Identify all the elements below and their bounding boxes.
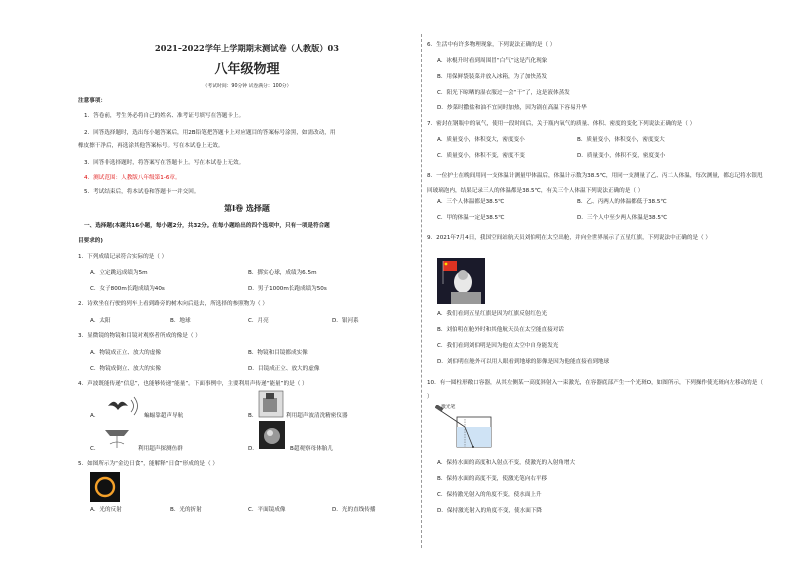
q5-opt-d: D．光的直线传播	[332, 507, 376, 513]
q7-opt-a: A．质量变小，体积变大，密度变小	[437, 137, 525, 143]
note-5: 5．考试结束后，将本试卷和答题卡一并交回。	[84, 189, 200, 195]
q4-opt-d-text: B超观察母体胎儿	[290, 446, 333, 452]
q3-stem: 3．显微镜的物镜和目镜对观察者所成的像是（ ）	[78, 333, 201, 339]
note-2-cont: 橡皮擦干净后，再选涂其他答案标号。写在本试卷上无效。	[78, 143, 224, 149]
note-4: 4．测试范围：人教版八年级第1-6章。	[84, 175, 181, 181]
column-divider	[421, 34, 422, 548]
q4-stem: 4．声波既能传递“信息”，也能够传递“能量”。下面事例中，主要利用声传递“能量”的是（ ）	[78, 381, 308, 387]
q1-opt-c: C．女子800m长跑成绩为40s	[90, 286, 165, 292]
q6-opt-b: B．用保鲜袋装菜并放入冰箱，为了加快蒸发	[437, 74, 548, 80]
q8-opt-c: C．甲的体温一定是38.5℃	[437, 215, 505, 221]
notes-heading: 注意事项：	[78, 98, 106, 104]
q9-opt-c: C．我们看到刘伯明是因为他在太空中自身能发光	[437, 343, 559, 349]
note-2: 2．回答选择题时，选出每小题答案后，用2B铅笔把答题卡上对应题目的答案标号涂黑，如需改动，用	[84, 130, 336, 136]
q4-opt-c-text: 利用超声探测鱼群	[138, 446, 183, 452]
q5-opt-b: B．光的折射	[170, 507, 202, 513]
q4-opt-b-text: 利用超声波清洗精密仪器	[286, 413, 348, 419]
q10-opt-d: D．保持激光射入的角度不变，使水面下降	[437, 508, 542, 514]
q6-stem: 6．生活中有许多物理现象，下列说法正确的是（ ）	[427, 42, 556, 48]
q7-opt-c: C．质量变小，体积不变，密度不变	[437, 153, 525, 159]
q4-opt-c: C．	[90, 446, 100, 452]
q5-opt-a: A．光的反射	[90, 507, 122, 513]
subject-title: 八年级物理	[214, 62, 280, 77]
astronaut-flag-image	[437, 258, 485, 304]
fish-finder-icon	[102, 420, 132, 450]
q1-stem: 1．下列成绩记录符合实际的是（ ）	[78, 254, 168, 260]
q8-opt-d: D．三个人中至少两人体温是38.5℃	[577, 215, 668, 221]
q10-opt-b: B．保持水面的高度不变，使激光笔向右平移	[437, 476, 548, 482]
q2-opt-c: C．月亮	[248, 318, 269, 324]
q5-stem: 5．如图所示为“金边日食”，能解释“日食”形成的是（ ）	[78, 461, 218, 467]
q8-opt-a: A．三个人体温都是38.5℃	[437, 199, 505, 205]
solar-eclipse-image	[90, 472, 120, 502]
q2-stem: 2．诗欢坐在行驶的列车上看到路旁的树木向后退去，所选择的参照物为（ ）	[78, 301, 268, 307]
q10-opt-a: A．保持水面的高度和入射点不变，使激光的入射角增大	[437, 460, 576, 466]
q2-opt-b: B．地球	[170, 318, 191, 324]
section-title: 第Ⅰ卷 选择题	[224, 204, 270, 213]
q10-stem: 10．有一圆柱形敞口容器，从其左侧某一高度斜射入一束激光，在容器底部产生一个光斑O，如图所示，下列操作使光斑向左移动的是（ ）	[427, 380, 763, 400]
q10-opt-c: C．保持激光射入的角度不变，使水面上升	[437, 492, 542, 498]
note-3: 3．回答非选择题时，将答案写在答题卡上。写在本试卷上无效。	[84, 160, 245, 166]
q9-opt-b: B．刘伯明在舱外时和其他航天员在太空能直接对话	[437, 327, 564, 333]
q6-opt-d: D．炒菜时撒盐和油不宜同时加热，因为锅在高温下容易升华	[437, 105, 587, 111]
q2-opt-d: D．银河系	[332, 318, 359, 324]
q9-opt-d: D．刘伯明在舱外可以用人眼看到地球的影像是因为他能直接看到地球	[437, 359, 610, 365]
q3-opt-a: A．物镜成正立、放大的虚像	[90, 350, 161, 356]
q1-opt-b: B．掷实心球，成绩为6.5m	[248, 270, 317, 276]
q4-opt-b: B．	[248, 413, 258, 419]
q4-opt-a-text: 蝙蝠靠超声导航	[144, 413, 184, 419]
q3-opt-b: B．物镜和目镜都成实像	[248, 350, 308, 356]
exam-title: 2021–2022学年上学期期末测试卷（人教版）03	[155, 43, 339, 53]
q7-stem: 7．密封在钢瓶中的氧气，使用一段时间后，关于瓶内氧气的质量、体积、密度的变化下列说法正确的是（ ）	[427, 121, 696, 127]
q3-opt-d: D．目镜成正立、放大的虚像	[248, 366, 320, 372]
q1-opt-a: A．立定跳远成绩为5m	[90, 270, 148, 276]
q6-opt-c: C．阳光下晾晒的湿衣服过一会“干”了，这是液体蒸发	[437, 90, 570, 96]
right-column	[427, 0, 767, 562]
q8-opt-b: B．乙、丙两人的体温都低于38.5℃	[577, 199, 667, 205]
q4-opt-a: A．	[90, 413, 100, 419]
note-1: 1．答卷前，考生务必将自己的姓名、准考证号填写在答题卡上。	[84, 113, 245, 119]
q7-opt-b: B．质量变小，体积变小，密度变大	[577, 137, 665, 143]
ultrasound-scan-icon	[258, 420, 286, 450]
q1-opt-d: D．男子1000m长跑成绩为50s	[248, 286, 327, 292]
exam-meta: （考试时间：90分钟 试卷满分：100分）	[202, 84, 292, 89]
q9-opt-a: A．我们看到五星红旗是因为红旗反射红色光	[437, 311, 548, 317]
bat-sonar-icon	[104, 392, 142, 420]
q6-opt-a: A．冰棍升时看到周围冒“白气”这是汽化现象	[437, 58, 548, 64]
q5-opt-c: C．平面镜成像	[248, 507, 286, 513]
q8-stem: 8．一位护士在晚间用同一支体温计测量甲体温后，体温计示数为38.5℃，用同一支测量了乙、丙二人体温，每次测量，都忘记将水银甩回玻璃泡内，结果记录三人的体温都是38.5℃，有关三个人体温下列说法正确的是（ ）	[427, 173, 763, 194]
q7-opt-d: D．质量变小，体积不变，密度变小	[577, 153, 666, 159]
left-column	[78, 0, 416, 562]
laser-container-diagram	[435, 405, 495, 451]
section-intro-2: 目要求的)	[78, 238, 103, 244]
q2-opt-a: A．太阳	[90, 318, 111, 324]
laser-pen-label: 激光笔	[441, 405, 456, 410]
section-intro-1: 一、选择题(本题共16小题，每小题2分，共32分。在每小题给出的四个选项中，只有一项是符合题	[84, 223, 330, 229]
q9-stem: 9．2021年7月4日，我国空间站航天员刘伯明在太空出舱，并向全世界展示了五星红旗，下列说法中正确的是（ ）	[427, 235, 712, 241]
ultrasonic-cleaner-icon	[258, 390, 284, 418]
q4-opt-d: D．	[248, 446, 258, 452]
q3-opt-c: C．物镜成倒立、放大的实像	[90, 366, 162, 372]
